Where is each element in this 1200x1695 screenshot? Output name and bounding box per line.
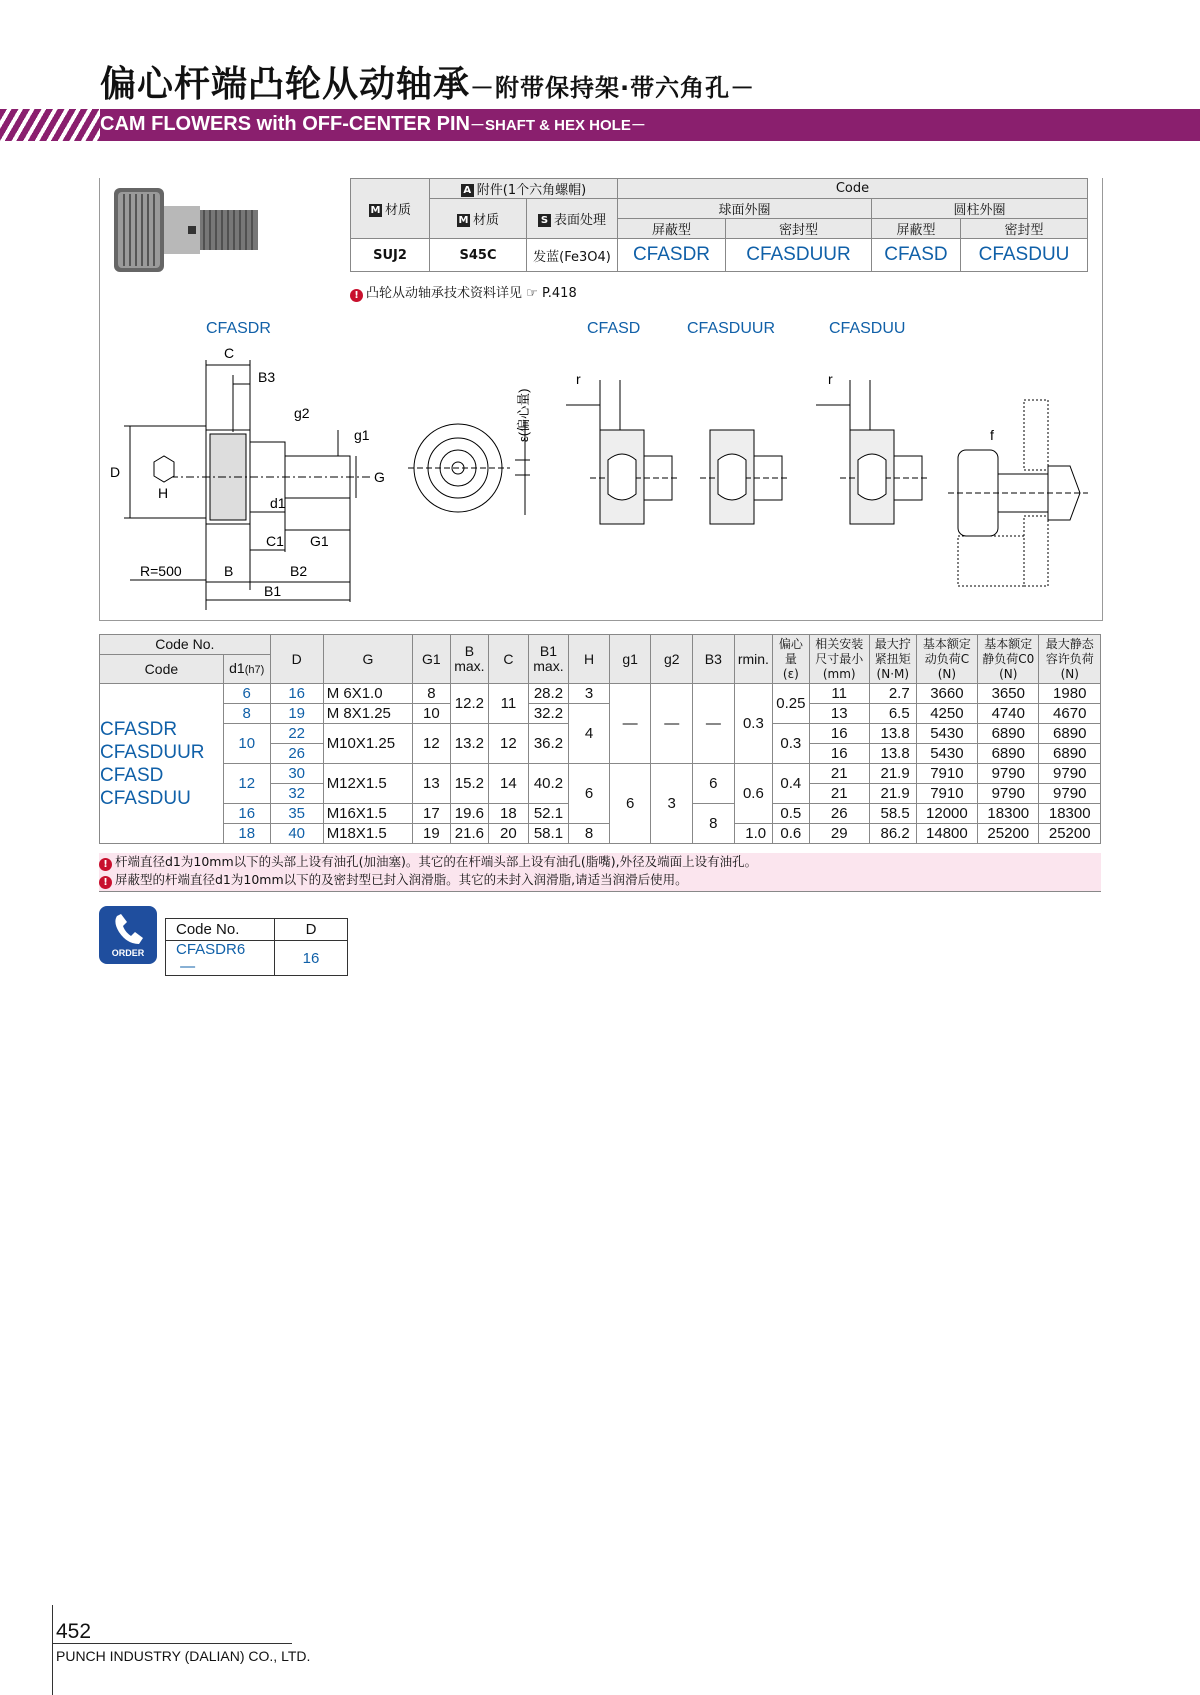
max-static-load-header: 最大静态 容许负荷 (N) — [1039, 635, 1101, 684]
surface-value: 发蓝(Fe3O4) — [527, 239, 618, 272]
table-notes — [99, 853, 1101, 892]
cylindrical-header: 圆柱外圈 — [871, 199, 1087, 219]
page-number: 452 — [56, 1620, 92, 1643]
order-code-value: CFASDR6 — — [166, 941, 275, 976]
dim-B3: B3 — [258, 369, 276, 385]
table-row: 10 22 M10X1.25 12 13.2 12 36.2 0.3 16 13.8 5430 6890 6890 — [100, 724, 1101, 744]
eccentricity-header: 偏心量 (ε) — [773, 635, 809, 684]
dim-r: r — [828, 371, 833, 387]
H-header: H — [569, 635, 610, 684]
mount-size-header: 相关安装 尺寸最小 (mm) — [809, 635, 869, 684]
technical-drawing — [110, 340, 1100, 610]
dim-B1: B1 — [264, 583, 282, 599]
drawing-label-cfasdr: CFASDR — [206, 320, 271, 337]
order-label: ORDER — [111, 948, 145, 958]
note-2: ! 屏蔽型的杆端直径d1为10mm以下的及密封型已封入润滑脂。其它的未封入润滑脂,请适当润滑后使用。 — [99, 871, 1101, 889]
dim-G1: G1 — [310, 533, 329, 549]
sealed-header: 密封型 — [960, 219, 1087, 239]
accessory-material-header: M 材质 — [430, 199, 527, 239]
rmin-header: rmin. — [734, 635, 773, 684]
code-cfasdr: CFASDR — [618, 239, 726, 272]
B3-header: B3 — [693, 635, 735, 684]
spherical-header: 球面外圈 — [618, 199, 872, 219]
code-header: Code — [100, 655, 224, 684]
shielded-header: 屏蔽型 — [871, 219, 960, 239]
page-subtitle: －附带保持架·带六角孔－ — [470, 74, 756, 102]
dim-g2: g2 — [294, 405, 310, 421]
dim-eccentricity: ε(偏心量) — [516, 388, 531, 442]
band-stripes — [0, 109, 100, 141]
d1-header: d1(h7) — [223, 655, 270, 684]
code-cfasd: CFASD — [871, 239, 960, 272]
table-row: 16 35 M16X1.5 17 19.6 18 52.1 8 0.5 26 58.5 12000 18300 18300 — [100, 804, 1101, 824]
G-header: G — [323, 635, 412, 684]
note-icon: ! — [99, 858, 112, 871]
code-no-header: Code No. — [100, 635, 271, 655]
material-table — [350, 178, 1088, 272]
dim-g1: g1 — [354, 427, 370, 443]
english-title: CAM FLOWERS with OFF-CENTER PIN－SHAFT & HEX HOLE－ — [100, 113, 646, 135]
note-icon: ! — [350, 289, 363, 302]
reference-page[interactable]: P.418 — [541, 286, 577, 301]
material-value: SUJ2 — [351, 239, 430, 272]
order-D-value: 16 — [275, 941, 348, 976]
product-photo — [108, 180, 263, 280]
dim-D: D — [110, 464, 121, 480]
static-load-header: 基本额定 静负荷C0 (N) — [978, 635, 1039, 684]
dim-R: R=500 — [140, 563, 182, 579]
code-cfasduur: CFASDUUR — [726, 239, 872, 272]
surface-header: S 表面处理 — [527, 199, 618, 239]
code-cfasduu: CFASDUU — [960, 239, 1087, 272]
dim-B2: B2 — [290, 563, 308, 579]
material-header: M 材质 — [351, 179, 430, 239]
accessory-header: A 附件(1个六角螺帽) — [430, 179, 618, 199]
sealed-header: 密封型 — [726, 219, 872, 239]
order-D-header: D — [275, 919, 348, 941]
specification-table — [99, 634, 1101, 844]
C-header: C — [489, 635, 529, 684]
order-example-table — [165, 918, 348, 976]
reference-note: ! 凸轮从动轴承技术资料详见 ☞ P.418 — [350, 282, 577, 302]
dim-C1: C1 — [266, 533, 284, 549]
company-name: PUNCH INDUSTRY (DALIAN) CO., LTD. — [56, 1648, 311, 1664]
torque-header: 最大拧 紧扭矩 (N·M) — [869, 635, 916, 684]
dynamic-load-header: 基本额定 动负荷C (N) — [916, 635, 977, 684]
dim-H: H — [158, 485, 169, 501]
note-icon: ! — [99, 876, 112, 889]
D-header: D — [270, 635, 323, 684]
dim-f: f — [990, 427, 994, 443]
dim-C: C — [224, 345, 235, 361]
dim-d1: d1 — [270, 495, 286, 511]
note-1: ! 杆端直径d1为10mm以下的头部上设有油孔(加油塞)。其它的在杆端头部上设有油孔(脂嘴),外径及端面上设有油孔。 — [99, 853, 1101, 871]
table-row: 8 19 M 8X1.25 10 32.2 4 13 6.5 4250 4740 4670 — [100, 704, 1101, 724]
B1-header: B1 max. — [528, 635, 569, 684]
code-header: Code — [618, 179, 1088, 199]
english-subtitle: －SHAFT & HEX HOLE－ — [469, 117, 646, 134]
table-row: 26 16 13.8 5430 6890 6890 — [100, 744, 1101, 764]
order-code-header: Code No. — [166, 919, 275, 941]
footer-vertical-rule — [52, 1605, 53, 1695]
table-row: 18 40 M18X1.5 19 21.6 20 58.1 8 1.0 0.6 29 86.2 14800 25200 25200 — [100, 824, 1101, 844]
dim-r: r — [576, 371, 581, 387]
accessory-material-value: S45C — [430, 239, 527, 272]
B-header: B max. — [450, 635, 489, 684]
drawing-label-cfasduur: CFASDUUR — [687, 320, 776, 337]
code-list: CFASDR CFASDUUR CFASD CFASDUU — [100, 684, 224, 844]
g1-header: g1 — [609, 635, 651, 684]
page-title: 偏心杆端凸轮从动轴承－附带保持架·带六角孔－ — [100, 64, 756, 105]
drawing-label-cfasduu: CFASDUU — [829, 320, 906, 337]
G1-header: G1 — [413, 635, 450, 684]
table-row: 12 30 M12X1.5 13 15.2 14 40.2 6 6 3 6 0.6 0.4 21 21.9 7910 9790 9790 — [100, 764, 1101, 784]
drawing-label-cfasd: CFASD — [587, 320, 641, 337]
shielded-header: 屏蔽型 — [618, 219, 726, 239]
pointing-hand-icon: ☞ — [526, 286, 538, 301]
dim-G: G — [374, 469, 385, 485]
table-row: CFASDR CFASDUUR CFASD CFASDUU 6 16 M 6X1.0 8 12.2 11 28.2 3 — — — 0.3 0.25 11 2.7 3660 3650 1980 — [100, 684, 1101, 704]
dim-B: B — [224, 563, 234, 579]
g2-header: g2 — [651, 635, 693, 684]
table-row: 32 21 21.9 7910 9790 9790 — [100, 784, 1101, 804]
